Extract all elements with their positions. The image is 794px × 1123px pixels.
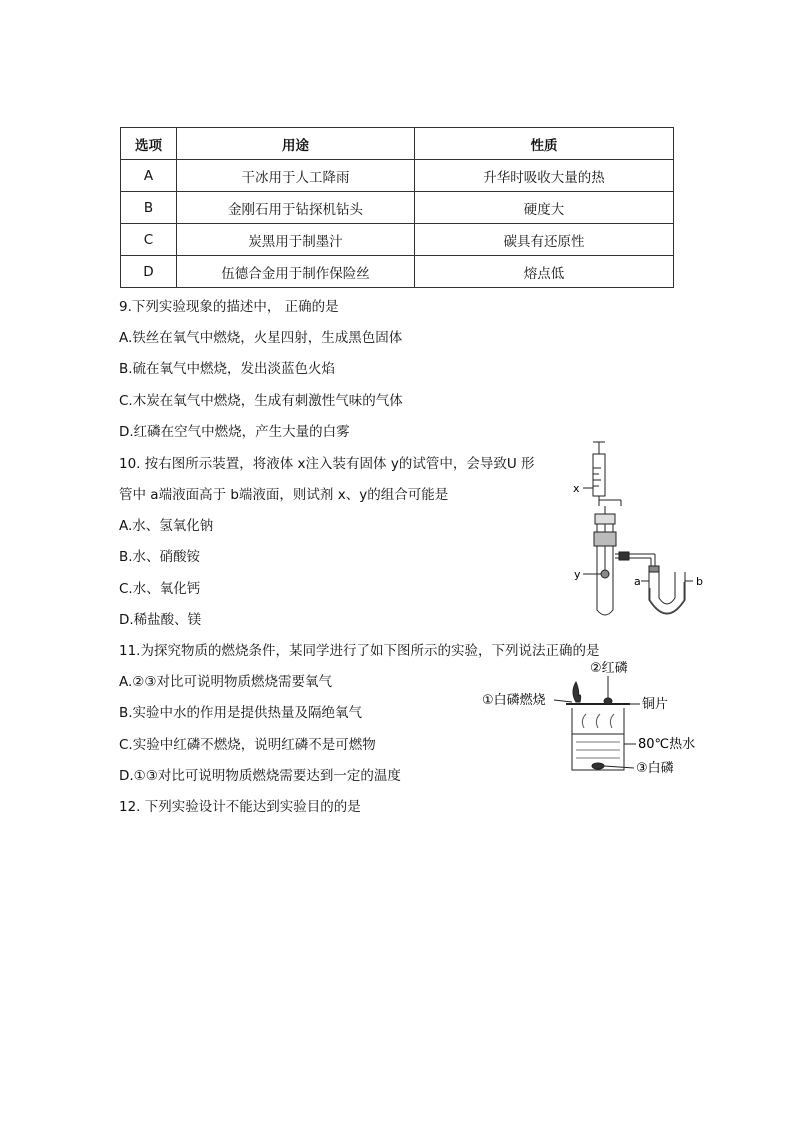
table-row	[121, 224, 674, 256]
label-copper: 铜片	[642, 697, 669, 712]
q11-option-d: D.①③对比可说明物质燃烧需要达到一定的温度	[119, 768, 401, 784]
q11-stem: 11.为探究物质的燃烧条件，某同学进行了如下图所示的实验，下列说法正确的是	[119, 643, 600, 659]
q11-option-c: C.实验中红磷不燃烧，说明红磷不是可燃物	[119, 737, 376, 753]
table-row	[121, 256, 674, 288]
table-cell: 干冰用于人工降雨	[177, 160, 415, 192]
table-row	[121, 192, 674, 224]
table-cell: 硬度大	[415, 192, 674, 224]
table-cell: 炭黑用于制墨汁	[177, 224, 415, 256]
q10-option-a: A.水、氢氧化钠	[119, 518, 214, 534]
table-cell: A	[121, 160, 177, 192]
table-cell: B	[121, 192, 177, 224]
q10-stem-line1: 10. 按右图所示装置，将液体 x注入装有固体 y的试管中，会导致U 形	[119, 456, 535, 472]
label-x: x	[573, 482, 580, 495]
table-cell: 碳具有还原性	[415, 224, 674, 256]
q9-option-c: C.木炭在氧气中燃烧，生成有刺激性气味的气体	[119, 393, 403, 409]
q10-option-b: B.水、硝酸铵	[119, 549, 201, 565]
table-cell: 金刚石用于钻探机钻头	[177, 192, 415, 224]
table-cell: 伍德合金用于制作保险丝	[177, 256, 415, 288]
table-cell: C	[121, 224, 177, 256]
q10-option-c: C.水、氧化钙	[119, 581, 201, 597]
table-row	[121, 160, 674, 192]
q10-option-d: D.稀盐酸、镁	[119, 612, 202, 628]
q9-option-d: D.红磷在空气中燃烧，产生大量的白雾	[119, 424, 350, 440]
property-use-table	[120, 127, 674, 288]
q11-combustion-figure	[480, 656, 702, 780]
header-property: 性质	[415, 128, 674, 160]
q12-stem: 12. 下列实验设计不能达到实验目的的是	[119, 799, 361, 815]
label-hot-water: 80℃热水	[638, 737, 696, 752]
label-red-p: ②红磷	[590, 661, 628, 676]
table-cell: D	[121, 256, 177, 288]
q9-stem: 9.下列实验现象的描述中， 正确的是	[119, 299, 339, 315]
q11-option-b: B.实验中水的作用是提供热量及隔绝氧气	[119, 705, 363, 721]
q9-option-b: B.硫在氧气中燃烧，发出淡蓝色火焰	[119, 361, 336, 377]
label-a: a	[634, 575, 641, 588]
table-cell: 升华时吸收大量的热	[415, 160, 674, 192]
header-option: 选项	[121, 128, 177, 160]
table-header-row	[121, 128, 674, 160]
q11-option-a: A.②③对比可说明物质燃烧需要氧气	[119, 674, 332, 690]
q10-stem-line2: 管中 a端液面高于 b端液面，则试剂 x、y的组合可能是	[119, 487, 449, 503]
label-y: y	[574, 568, 581, 581]
q9-option-a: A.铁丝在氧气中燃烧，火星四射，生成黑色固体	[119, 330, 403, 346]
table-cell: 熔点低	[415, 256, 674, 288]
label-white-p-burning: ①白磷燃烧	[482, 693, 546, 708]
label-white-p: ③白磷	[636, 761, 674, 776]
header-use: 用途	[177, 128, 415, 160]
label-b: b	[696, 575, 703, 588]
q10-apparatus-figure	[565, 438, 715, 628]
